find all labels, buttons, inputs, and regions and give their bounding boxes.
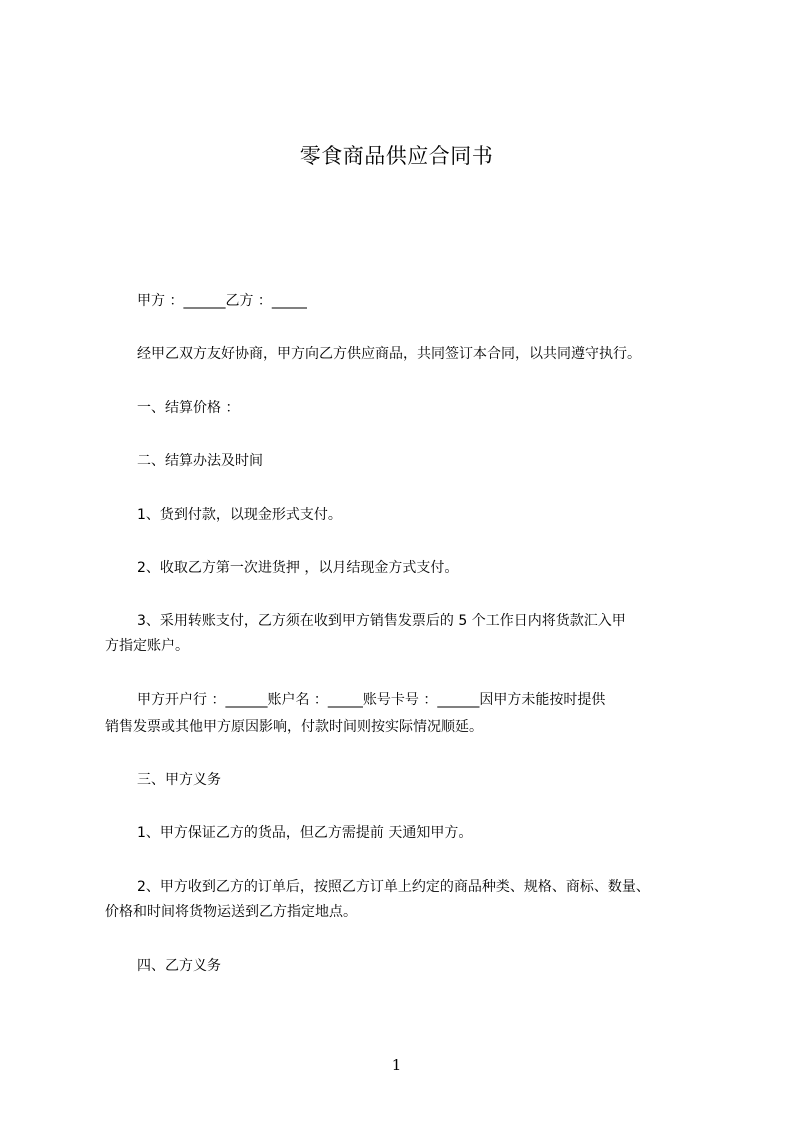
section-settlement-method: 二、结算办法及时间 [137, 453, 263, 469]
section-party-b-obligations: 四、乙方义务 [137, 958, 221, 974]
page-number: 1 [391, 1056, 402, 1074]
bank-info-line-2: 销售发票或其他甲方原因影响，付款时间则按实际情况顺延。 [105, 719, 483, 735]
bank-info-line-1: 甲方开户行 ：______账户名 ：_____账号卡号 ：______因甲方未能按时提供 [137, 692, 606, 708]
clause-3-2-line-1: 2、甲方收到乙方的订单后，按照乙方订单上约定的商品种类、规格、商标、数量、 [137, 879, 650, 895]
intro-paragraph: 经甲乙双方友好协商，甲方向乙方供应商品，共同签订本合同，以共同遵守执行。 [137, 346, 641, 362]
clause-2-1: 1、货到付款，以现金形式支付。 [137, 507, 342, 523]
clause-3-1: 1、甲方保证乙方的货品，但乙方需提前 天通知甲方。 [137, 825, 473, 841]
section-settlement-price: 一、结算价格 ： [137, 400, 240, 416]
document-title: 零食商品供应合同书 [299, 144, 494, 168]
clause-2-3-line-1: 3、采用转账支付，乙方须在收到甲方销售发票后的 5 个工作日内将货款汇入甲 [137, 613, 626, 629]
parties-line: 甲方 ：______乙方 ：_____ [137, 293, 307, 309]
clause-3-2-line-2: 价格和时间将货物运送到乙方指定地点。 [105, 904, 357, 920]
clause-2-3-line-2: 方指定账户。 [105, 638, 189, 654]
clause-2-2: 2、收取乙方第一次进货押 ，以月结现金方式支付。 [137, 560, 459, 576]
section-party-a-obligations: 三、甲方义务 [137, 772, 221, 788]
